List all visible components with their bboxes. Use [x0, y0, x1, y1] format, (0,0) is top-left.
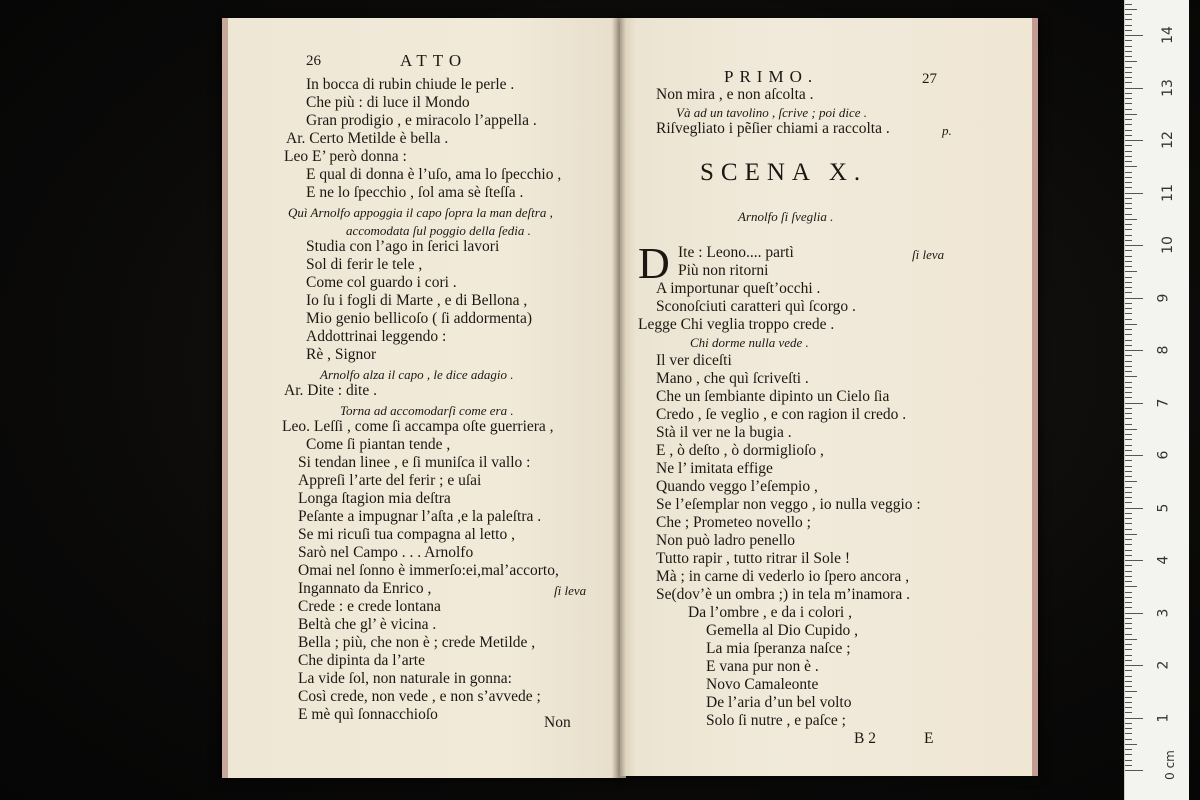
ruler-tick	[1125, 298, 1143, 299]
ruler-tick	[1125, 686, 1132, 687]
ruler-tick	[1125, 644, 1132, 645]
text-line: Che dipinta da l’arte	[298, 652, 425, 669]
ruler-tick	[1125, 434, 1132, 435]
ruler-tick	[1125, 471, 1132, 472]
ruler-tick	[1125, 140, 1143, 141]
ruler-tick	[1125, 492, 1132, 493]
ruler-tick	[1125, 135, 1132, 136]
ruler-tick	[1125, 161, 1132, 162]
ruler-tick	[1125, 665, 1143, 666]
ruler-tick	[1125, 277, 1132, 278]
ruler-tick	[1125, 366, 1132, 367]
ruler-tick	[1125, 229, 1132, 230]
ruler-tick	[1125, 46, 1132, 47]
text-line: Beltà che gl’ è vicina .	[298, 616, 437, 633]
ruler-tick	[1125, 497, 1132, 498]
text-line: Mio genio bellicoſo ( ſi addormenta)	[306, 310, 532, 327]
ruler-tick	[1125, 193, 1143, 194]
text-line: Studia con l’ago in ſerici lavori	[306, 238, 500, 255]
text-line: Il ver diceſti	[656, 352, 732, 369]
ruler-tick	[1125, 250, 1132, 251]
text-line: Sol di ferir le tele ,	[306, 256, 423, 273]
text-line: Io ſu i fogli di Marte , e di Bellona ,	[306, 292, 528, 309]
ruler-tick	[1125, 308, 1132, 309]
ruler-number: 5	[1155, 503, 1172, 512]
text-line: Appreſi l’arte del ferir ; e uſai	[298, 472, 482, 489]
text-line: Così crede, non vede , e non s’avvede ;	[298, 688, 541, 705]
stage-direction: Torna ad accomodarſi come era .	[340, 403, 514, 418]
text-line: A importunar queſt’occhi .	[656, 280, 821, 297]
ruler-tick	[1125, 313, 1132, 314]
ruler-tick	[1125, 261, 1132, 262]
ruler-tick	[1125, 4, 1132, 5]
ruler-tick	[1125, 770, 1143, 771]
text-line: In bocca di rubin chiude le perle .	[306, 76, 515, 93]
text-line: Longa ſtagion mia deſtra	[298, 490, 451, 507]
ruler-tick	[1125, 350, 1143, 351]
ruler-number: 12	[1159, 131, 1176, 149]
ruler-tick	[1125, 481, 1137, 482]
ruler-tick	[1125, 460, 1132, 461]
ruler-tick	[1125, 124, 1132, 125]
ruler-tick	[1125, 145, 1132, 146]
ruler-tick	[1125, 287, 1132, 288]
ruler-tick	[1125, 19, 1132, 20]
margin-note: ſi leva	[554, 583, 587, 598]
text-line: Ar. Certo Metilde è bella .	[286, 130, 449, 147]
ruler-tick	[1125, 445, 1132, 446]
ruler-tick	[1125, 508, 1143, 509]
ruler-tick	[1125, 292, 1132, 293]
ruler-number: 1	[1155, 713, 1172, 722]
ruler-tick	[1125, 224, 1132, 225]
right-running-header: PRIMO.	[724, 67, 819, 86]
ruler-tick	[1125, 256, 1132, 257]
text-line: Tutto rapir , tutto ritrar il Sole !	[656, 550, 851, 567]
ruler-tick	[1125, 67, 1132, 68]
ruler-tick	[1125, 130, 1132, 131]
ruler-number: 3	[1155, 608, 1172, 617]
text-line: Non mira , e non aſcolta .	[656, 86, 814, 103]
ruler-tick	[1125, 518, 1132, 519]
text-line: Sconoſciuti caratteri quì ſcorgo .	[656, 298, 856, 315]
text-line: Come col guardo i cori .	[306, 274, 457, 291]
text-line: Che più : di luce il Mondo	[306, 94, 470, 111]
text-line: Mano , che quì ſcriveſti .	[656, 370, 809, 387]
ruler-tick	[1125, 455, 1143, 456]
ruler-tick	[1125, 702, 1132, 703]
ruler-tick	[1125, 655, 1132, 656]
ruler-number: 2	[1155, 660, 1172, 670]
ruler-tick	[1125, 424, 1132, 425]
scene-subtitle: Arnolfo ſi ſveglia .	[738, 209, 834, 224]
ruler-tick	[1125, 345, 1132, 346]
ruler-tick	[1125, 235, 1132, 236]
ruler-tick	[1125, 324, 1137, 325]
text-line: Ar. Dite : dite .	[284, 382, 377, 399]
measuring-ruler	[1124, 0, 1189, 800]
ruler-tick	[1125, 98, 1132, 99]
ruler-tick	[1125, 754, 1132, 755]
ruler-tick	[1125, 571, 1132, 572]
ruler-tick	[1125, 109, 1132, 110]
ruler-tick	[1125, 418, 1132, 419]
ruler-tick	[1125, 219, 1137, 220]
ruler-tick	[1125, 114, 1137, 115]
left-page-number: 26	[306, 53, 321, 69]
ruler-tick	[1125, 51, 1132, 52]
right-page	[620, 18, 1038, 776]
text-line: Se(dov’è un ombra ;) in tela m’inamora .	[656, 586, 910, 603]
ruler-tick	[1125, 77, 1132, 78]
text-line: La mia ſperanza naſce ;	[706, 640, 851, 657]
ruler-tick	[1125, 25, 1132, 26]
ruler-tick	[1125, 576, 1132, 577]
ruler-tick	[1125, 618, 1132, 619]
ruler-tick	[1125, 282, 1132, 283]
ruler-tick	[1125, 151, 1132, 152]
ruler-tick	[1125, 539, 1132, 540]
ruler-tick	[1125, 586, 1137, 587]
stage-direction: Arnolfo alza il capo , le dice adagio .	[320, 367, 514, 382]
text-line: Bella ; più, che non è ; crede Metilde ,	[298, 634, 536, 651]
ruler-tick	[1125, 712, 1132, 713]
ruler-tick	[1125, 565, 1132, 566]
text-line: Se l’eſemplar non veggo , io nulla veggio :	[656, 496, 921, 513]
stage-direction: Và ad un tavolino , ſcrive ; poi dice .	[676, 105, 867, 120]
text-line: Gran prodigio , e miracolo l’appella .	[306, 112, 537, 129]
ruler-tick	[1125, 529, 1132, 530]
ruler-tick	[1125, 93, 1132, 94]
ruler-tick	[1125, 513, 1132, 514]
text-line: Ingannato da Enrico ,	[298, 580, 432, 597]
ruler-tick	[1125, 534, 1137, 535]
ruler-tick	[1125, 56, 1132, 57]
text-line: La vide ſol, non naturale in gonna:	[298, 670, 512, 687]
text-line: E ne lo ſpecchio , ſol ama sè ſteſſa .	[306, 184, 524, 201]
ruler-tick	[1125, 592, 1132, 593]
ruler-number: 11	[1159, 183, 1176, 202]
ruler-tick	[1125, 40, 1132, 41]
text-line: Che ; Prometeo novello ;	[656, 514, 811, 531]
text-line: Non può ladro penello	[656, 532, 796, 549]
text-line: Mà ; in carne di vederlo io ſpero ancora ,	[656, 568, 910, 585]
ruler-number: 14	[1159, 26, 1176, 44]
stage-direction: accomodata ſul poggio della ſedia .	[346, 223, 531, 238]
ruler-tick	[1125, 187, 1132, 188]
ruler-tick	[1125, 728, 1132, 729]
ruler-tick	[1125, 103, 1132, 104]
left-page	[222, 18, 626, 778]
ruler-tick	[1125, 397, 1132, 398]
ruler-tick	[1125, 9, 1137, 10]
catchword: E	[924, 730, 934, 747]
ruler-tick	[1125, 697, 1132, 698]
text-line: Addottrinai leggendo :	[306, 328, 447, 345]
text-line: Da l’ombre , e da i colori ,	[688, 604, 852, 621]
signature-mark: p.	[942, 123, 952, 138]
text-line: Quando veggo l’eſempio ,	[656, 478, 818, 495]
text-line: Come ſi piantan tende ,	[306, 436, 451, 453]
ruler-tick	[1125, 602, 1132, 603]
left-running-header: ATTO	[400, 51, 468, 70]
text-line: E , ò deſto , ò dormiglioſo ,	[656, 442, 824, 459]
ruler-tick	[1125, 560, 1143, 561]
book-gutter	[612, 18, 626, 778]
text-line: Più non ritorni	[678, 262, 769, 279]
ruler-tick	[1125, 403, 1143, 404]
ruler-tick	[1125, 670, 1132, 671]
text-line: Leo E’ però donna :	[284, 148, 407, 165]
ruler-tick	[1125, 376, 1137, 377]
scene-title: SCENA X.	[700, 159, 868, 186]
ruler-tick	[1125, 203, 1132, 204]
ruler-tick	[1125, 88, 1143, 89]
ruler-tick	[1125, 544, 1132, 545]
ruler-tick	[1125, 623, 1132, 624]
text-line: E vana pur non è .	[706, 658, 819, 675]
ruler-tick	[1125, 371, 1132, 372]
ruler-tick	[1125, 214, 1132, 215]
ruler-tick	[1125, 340, 1132, 341]
ruler-tick	[1125, 156, 1132, 157]
ruler-tick	[1125, 439, 1132, 440]
text-line: Solo ſi nutre , e paſce ;	[706, 712, 846, 729]
ruler-tick	[1125, 119, 1132, 120]
text-line: Legge Chi veglia troppo crede .	[638, 316, 835, 333]
ruler-tick	[1125, 198, 1132, 199]
text-line: Gemella al Dio Cupido ,	[706, 622, 858, 639]
ruler-unit-label: 0 cm	[1162, 750, 1177, 780]
drop-cap: D	[638, 239, 670, 288]
ruler-tick	[1125, 361, 1132, 362]
text-line: Crede : e crede lontana	[298, 598, 441, 615]
ruler-tick	[1125, 744, 1137, 745]
ruler-tick	[1125, 271, 1137, 272]
ruler-tick	[1125, 329, 1132, 330]
text-line: Chi dorme nulla vede .	[690, 335, 809, 350]
ruler-tick	[1125, 14, 1132, 15]
ruler-tick	[1125, 691, 1137, 692]
ruler-tick	[1125, 555, 1132, 556]
ruler-number: 10	[1159, 236, 1176, 254]
ruler-tick	[1125, 597, 1132, 598]
ruler-tick	[1125, 429, 1137, 430]
ruler-tick	[1125, 628, 1132, 629]
signature-mark: B 2	[854, 730, 876, 747]
ruler-tick	[1125, 739, 1132, 740]
ruler-tick	[1125, 61, 1137, 62]
ruler-tick	[1125, 607, 1132, 608]
text-line: Rè , Signor	[306, 346, 377, 363]
ruler-tick	[1125, 182, 1132, 183]
ruler-tick	[1125, 303, 1132, 304]
text-line: Leo. Leſſi , come ſi accampa oſte guerriera ,	[282, 418, 554, 435]
text-line: Che un ſembiante dipinto un Cielo ſia	[656, 388, 890, 405]
catchword: Non	[544, 714, 571, 731]
ruler-tick	[1125, 550, 1132, 551]
ruler-tick	[1125, 723, 1132, 724]
ruler-tick	[1125, 240, 1132, 241]
ruler-tick	[1125, 733, 1132, 734]
text-line: Peſante a impugnar l’aſta ,e la paleſtra .	[298, 508, 542, 525]
text-line: Si tendan linee , e ſi muniſca il vallo :	[298, 454, 531, 471]
ruler-tick	[1125, 266, 1132, 267]
ruler-tick	[1125, 660, 1132, 661]
ruler-tick	[1125, 613, 1143, 614]
text-line: Stà il ver ne la bugia .	[656, 424, 792, 441]
ruler-tick	[1125, 392, 1132, 393]
ruler-tick	[1125, 676, 1132, 677]
text-line: Sarò nel Campo . . . Arnolfo	[298, 544, 474, 561]
ruler-tick	[1125, 245, 1143, 246]
ruler-tick	[1125, 765, 1132, 766]
ruler-tick	[1125, 30, 1132, 31]
ruler-number: 7	[1155, 398, 1172, 407]
margin-note: ſi leva	[912, 247, 945, 262]
ruler-tick	[1125, 413, 1132, 414]
ruler-tick	[1125, 487, 1132, 488]
text-line: Ite : Leono.... partì	[678, 244, 794, 261]
ruler-tick	[1125, 35, 1143, 36]
ruler-number: 9	[1155, 293, 1172, 302]
ruler-tick	[1125, 208, 1132, 209]
ruler-tick	[1125, 718, 1143, 719]
ruler-tick	[1125, 634, 1132, 635]
ruler-tick	[1125, 408, 1132, 409]
ruler-tick	[1125, 334, 1132, 335]
ruler-tick	[1125, 466, 1132, 467]
ruler-tick	[1125, 476, 1132, 477]
stage-direction: Quì Arnolfo appoggia il capo ſopra la man deſtra ,	[288, 205, 553, 220]
ruler-tick	[1125, 355, 1132, 356]
ruler-tick	[1125, 82, 1132, 83]
ruler-tick	[1125, 681, 1132, 682]
text-line: Omai nel ſonno è immerſo:ei,mal’accorto,	[298, 562, 559, 579]
ruler-tick	[1125, 166, 1137, 167]
ruler-tick	[1125, 707, 1132, 708]
ruler-number: 8	[1155, 345, 1172, 355]
ruler-tick	[1125, 649, 1132, 650]
ruler-tick	[1125, 749, 1132, 750]
text-line: E mè quì ſonnacchioſo	[298, 706, 438, 723]
ruler-tick	[1125, 177, 1132, 178]
text-line: Novo Camaleonte	[706, 676, 819, 693]
ruler-tick	[1125, 72, 1132, 73]
text-line: Ne l’ imitata effige	[656, 460, 773, 477]
text-line: Se mi ricuſi tua compagna al letto ,	[298, 526, 515, 543]
ruler-number: 4	[1155, 555, 1172, 565]
ruler-tick	[1125, 450, 1132, 451]
ruler-tick	[1125, 639, 1137, 640]
right-page-number: 27	[922, 71, 937, 87]
ruler-tick	[1125, 382, 1132, 383]
ruler-tick	[1125, 172, 1132, 173]
ruler-tick	[1125, 523, 1132, 524]
ruler-tick	[1125, 502, 1132, 503]
ruler-tick	[1125, 387, 1132, 388]
ruler-tick	[1125, 581, 1132, 582]
text-line: E qual di donna è l’uſo, ama lo ſpecchio ,	[306, 166, 562, 183]
ruler-tick	[1125, 760, 1132, 761]
text-line: De l’aria d’un bel volto	[706, 694, 852, 711]
text-line: Credo , ſe veglio , e con ragion il credo .	[656, 406, 907, 423]
text-line: Riſvegliato i pẽſier chiami a raccolta .	[656, 120, 890, 137]
ruler-number: 6	[1155, 450, 1172, 460]
ruler-tick	[1125, 319, 1132, 320]
ruler-number: 13	[1159, 78, 1176, 97]
